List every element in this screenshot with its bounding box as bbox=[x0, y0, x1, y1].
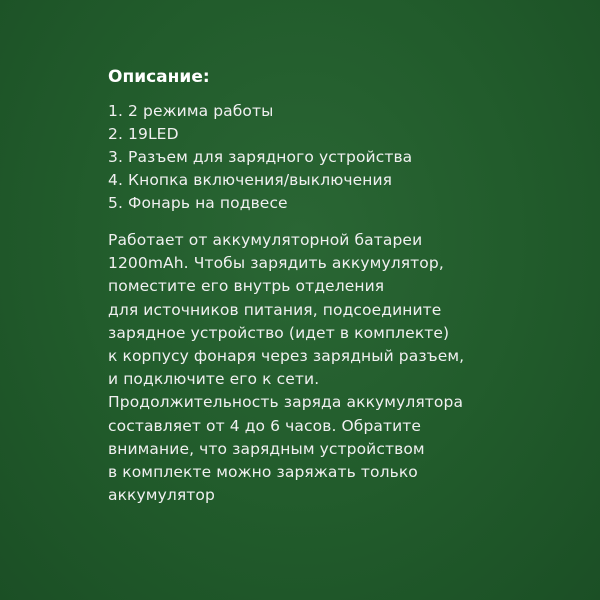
description-line: Продолжительность заряда аккумулятора bbox=[108, 393, 464, 412]
feature-item: 4. Кнопка включения/выключения bbox=[108, 171, 393, 189]
description-line: и подключите его к сети. bbox=[108, 370, 320, 389]
description-line: для источников питания, подсоедините bbox=[108, 300, 442, 319]
feature-item: 5. Фонарь на подвесе bbox=[108, 194, 288, 212]
description-line: аккумулятор bbox=[108, 486, 215, 505]
description-card bbox=[108, 66, 568, 507]
description-line: составляет от 4 до 6 часов. Обратите bbox=[108, 416, 422, 435]
description-line: внимание, что зарядным устройством bbox=[108, 439, 425, 458]
description-line: Работает от аккумуляторной батареи bbox=[108, 231, 423, 249]
feature-item: 3. Разъем для зарядного устройства bbox=[108, 148, 413, 166]
description-line: зарядное устройство (идет в комплекте) bbox=[108, 323, 450, 342]
description-text bbox=[108, 229, 568, 507]
description-line: 1200mAh. Чтобы зарядить аккумулятор, bbox=[108, 254, 444, 273]
feature-item: 1. 2 режима работы bbox=[108, 102, 274, 120]
section-heading: Описание: bbox=[108, 67, 210, 87]
description-line: в комплекте можно заряжать только bbox=[108, 463, 418, 482]
description-line: поместите его внутрь отделения bbox=[108, 277, 385, 296]
description-line: к корпусу фонаря через зарядный разъем, bbox=[108, 347, 465, 366]
feature-list bbox=[108, 100, 568, 215]
feature-item: 2. 19LED bbox=[108, 125, 179, 143]
